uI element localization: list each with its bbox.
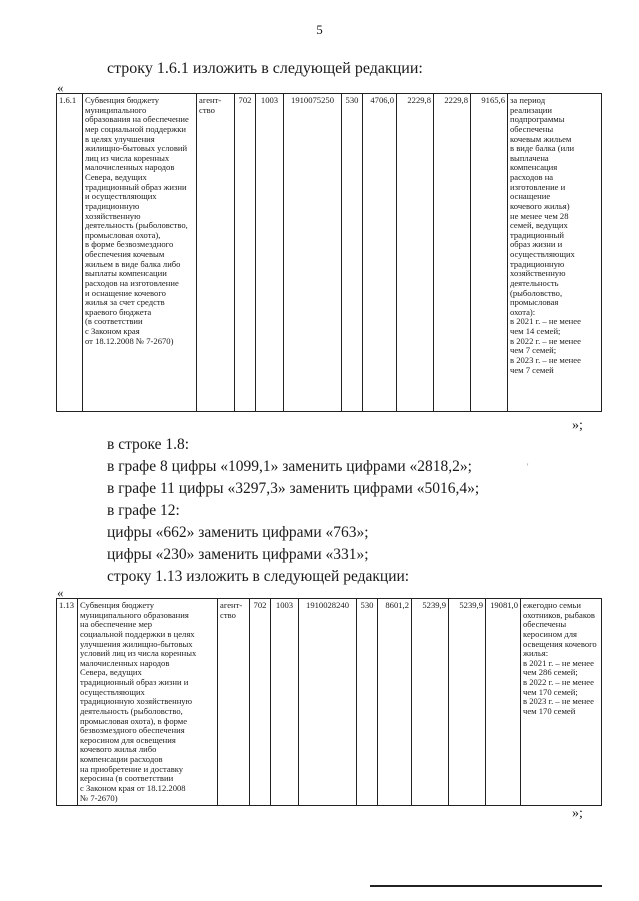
cell-no: 1.13	[57, 599, 78, 806]
instruction-7: строку 1.13 изложить в следующей редакции:	[107, 568, 410, 585]
cell-col3: 702	[250, 599, 271, 806]
instruction-1: в строке 1.8:	[107, 436, 190, 453]
quote-close-2: »;	[572, 806, 583, 821]
intro-row-1-6-1: строку 1.6.1 изложить в следующей редакции:	[107, 60, 423, 77]
cell-col5: 1910028240	[299, 599, 357, 806]
cell-name: Субвенция бюджету муниципального образования на обеспечение мер социальной поддержки в целях улучшения жилищно-бытовых условий лиц из числа коренных малочисленных народов Севера, ведущих традиционный образ жизни и осуществляющих традиционную хозяйственную деятельность (рыболовство, промысловая охота), в форме безвозмездного обеспечения керосином для освещения кочевого жилья либо компенсации расходов на приобретение и доставку керосина (в соответствии с Законом края от 18.12.2008 № 7-2670)	[78, 599, 218, 806]
cell-col4: 1003	[256, 94, 284, 412]
cell-col8: 5239,9	[412, 599, 449, 806]
instruction-2: в графе 8 цифры «1099,1» заменить цифрами «2818,2»;	[107, 458, 472, 475]
cell-col6: 530	[357, 599, 378, 806]
cell-col10: 19081,0	[486, 599, 521, 806]
cell-agency: агент- ство	[218, 599, 250, 806]
quote-close-1: »;	[572, 418, 583, 433]
instruction-6: цифры «230» заменить цифрами «331»;	[107, 546, 369, 563]
quote-open-1: «	[57, 80, 64, 95]
cell-col8: 2229,8	[397, 94, 434, 412]
cell-col9: 2229,8	[434, 94, 471, 412]
cell-col3: 702	[235, 94, 256, 412]
cell-name: Субвенция бюджету муниципального образования на обеспечение мер социальной поддержки в целях улучшения жилищно-бытовых условий лиц из числа коренных малочисленных народов Севера, ведущих традиционный образ жизни и осуществляющих традиционную хозяйственную деятельность (рыболовство, промысловая охота), в форме безвозмездного обеспечения кочевым жильем в виде балка либо выплаты компенсации расходов на изготовление и оснащение кочевого жилья за счет средств краевого бюджета (в соответствии с Законом края от 18.12.2008 № 7-2670)	[83, 94, 197, 412]
footer-rule	[370, 885, 602, 887]
cell-col9: 5239,9	[449, 599, 486, 806]
quote-open-2: «	[57, 585, 64, 600]
cell-col7: 4706,0	[363, 94, 397, 412]
cell-agency: агент- ство	[197, 94, 235, 412]
cell-no: 1.6.1	[57, 94, 83, 412]
instruction-4: в графе 12:	[107, 502, 180, 519]
cell-col6: 530	[342, 94, 363, 412]
cell-result: ежегодно семьи охотников, рыбаков обеспечены керосином для освещения кочевого жилья: в 2021 г. – не менее чем 286 семей; в 2022 г. – не менее чем 170 семей; в 2023 г. – не менее чем 170 семей	[521, 599, 602, 806]
cell-col10: 9165,6	[471, 94, 508, 412]
instruction-5: цифры «662» заменить цифрами «763»;	[107, 524, 369, 541]
instruction-3: в графе 11 цифры «3297,3» заменить цифрами «5016,4»;	[107, 480, 480, 497]
cell-col4: 1003	[271, 599, 299, 806]
cell-col5: 1910075250	[284, 94, 342, 412]
stray-mark: '	[527, 462, 529, 471]
page-number: 5	[316, 22, 323, 37]
cell-col7: 8601,2	[378, 599, 412, 806]
cell-result: за период реализации подпрограммы обеспечены кочевым жильем в виде балка (или выплачена компенсация расходов на изготовление и оснащение кочевого жилья) не менее чем 28 семей, ведущих традиционный образ жизни и осуществляющих традиционную хозяйственную деятельность (рыболовство, промысловая охота): в 2021 г. – не менее чем 14 семей; в 2022 г. – не менее чем 7 семей; в 2023 г. – не менее чем 7 семей	[508, 94, 602, 412]
table-row-1-13	[56, 598, 602, 806]
table-row-1-6-1	[56, 93, 602, 412]
